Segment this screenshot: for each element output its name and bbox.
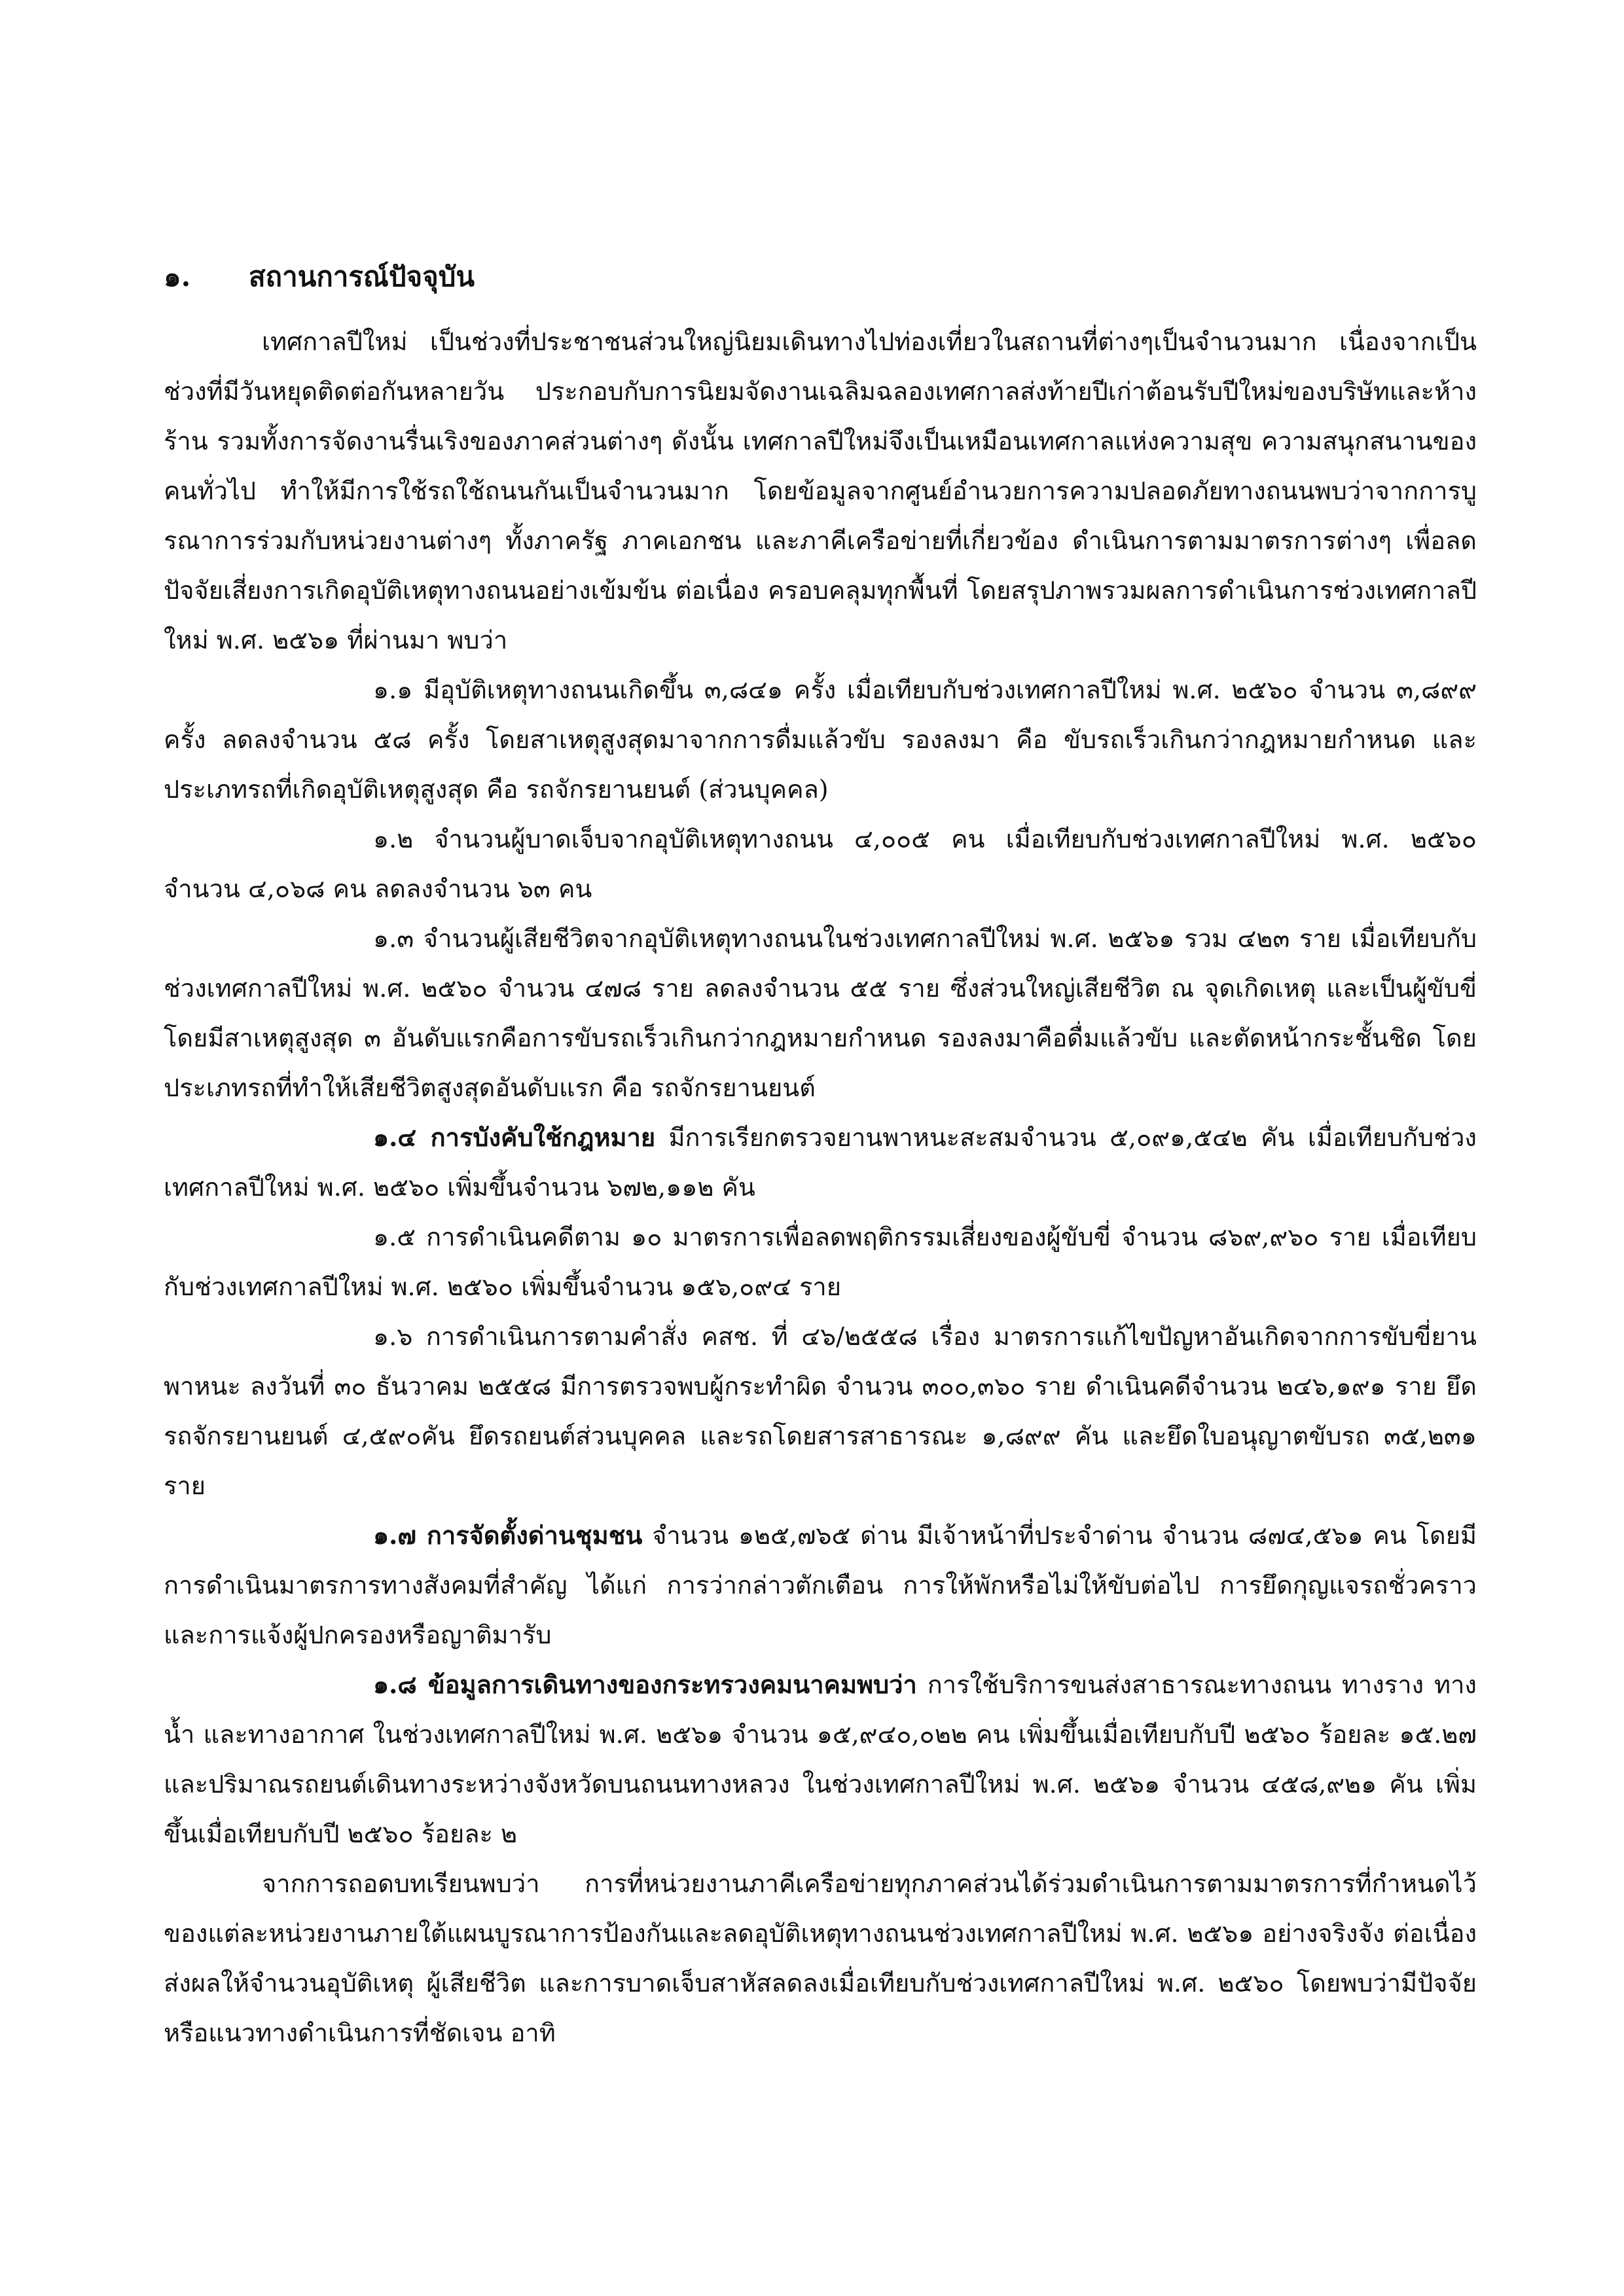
- section-number: ๑.: [164, 260, 191, 293]
- item-1-8: [164, 1660, 1477, 1859]
- section-heading: [164, 259, 1477, 296]
- item-1-5-text: ๑.๕ การดำเนินคดีตาม ๑๐ มาตรการเพื่อลดพฤติกรรมเสี่ยงของผู้ขับขี่ จำนวน ๘๖๙,๙๖๐ ราย เมื่อเทียบกับช่วงเทศกาลปีใหม่ พ.ศ. ๒๕๖๐ เพิ่มขึ้นจำนวน ๑๕๖,๐๙๔ ราย: [164, 1222, 1477, 1301]
- item-1-3: [164, 914, 1477, 1113]
- item-1-7: [164, 1511, 1477, 1660]
- item-1-2: [164, 814, 1477, 914]
- intro-paragraph: เทศกาลปีใหม่ เป็นช่วงที่ประชาชนส่วนใหญ่นิยมเดินทางไปท่องเที่ยวในสถานที่ต่างๆเป็นจำนวนมาก เนื่องจากเป็นช่วงที่มีวันหยุดติดต่อกันหลายวัน ประกอบกับการนิยมจัดงานเฉลิมฉลองเทศกาลส่งท้ายปีเก่าต้อนรับปีใหม่ของบริษัทและห้างร้าน รวมทั้งการจัดงานรื่นเริงของภาคส่วนต่างๆ ดังนั้น เทศกาลปีใหม่จึงเป็นเหมือนเทศกาลแห่งความสุข ความสนุกสนานของคนทั่วไป ทำให้มีการใช้รถใช้ถนนกันเป็นจำนวนมาก โดยข้อมูลจากศูนย์อำนวยการความปลอดภัยทางถนนพบว่าจากการบูรณาการร่วมกับหน่วยงานต่างๆ ทั้งภาครัฐ ภาคเอกชน และภาคีเครือข่ายที่เกี่ยวข้อง ดำเนินการตามมาตรการต่างๆ เพื่อลดปัจจัยเสี่ยงการเกิดอุบัติเหตุทางถนนอย่างเข้มข้น ต่อเนื่อง ครอบคลุมทุกพื้นที่ โดยสรุปภาพรวมผลการดำเนินการช่วงเทศกาลปีใหม่ พ.ศ. ๒๕๖๑ ที่ผ่านมา พบว่า: [164, 327, 1477, 655]
- item-1-3-text: ๑.๓ จำนวนผู้เสียชีวิตจากอุบัติเหตุทางถนนในช่วงเทศกาลปีใหม่ พ.ศ. ๒๕๖๑ รวม ๔๒๓ ราย เมื่อเทียบกับช่วงเทศกาลปีใหม่ พ.ศ. ๒๕๖๐ จำนวน ๔๗๘ ราย ลดลงจำนวน ๕๕ ราย ซึ่งส่วนใหญ่เสียชีวิต ณ จุดเกิดเหตุ และเป็นผู้ขับขี่ โดยมีสาเหตุสูงสุด ๓ อันดับแรกคือการขับรถเร็วเกินกว่ากฎหมายกำหนด รองลงมาคือดื่มแล้วขับ และตัดหน้ากระชั้นชิด โดยประเภทรถที่ทำให้เสียชีวิตสูงสุดอันดับแรก คือ รถจักรยานยนต์: [164, 924, 1477, 1102]
- item-1-1: [164, 665, 1477, 814]
- item-1-4-lead: ๑.๔ การบังคับใช้กฎหมาย: [373, 1122, 656, 1152]
- item-1-4: [164, 1113, 1477, 1212]
- item-1-6: [164, 1312, 1477, 1511]
- item-1-7-lead: ๑.๗ การจัดตั้งด่านชุมชน: [373, 1520, 643, 1550]
- conclusion-paragraph: จากการถอดบทเรียนพบว่า การที่หน่วยงานภาคีเครือข่ายทุกภาคส่วนได้ร่วมดำเนินการตามมาตรการที่กำหนดไว้ของแต่ละหน่วยงานภายใต้แผนบูรณาการป้องกันและลดอุบัติเหตุทางถนนช่วงเทศกาลปีใหม่ พ.ศ. ๒๕๖๑ อย่างจริงจัง ต่อเนื่อง ส่งผลให้จำนวนอุบัติเหตุ ผู้เสียชีวิต และการบาดเจ็บสาหัสลดลงเมื่อเทียบกับช่วงเทศกาลปีใหม่ พ.ศ. ๒๕๖๐ โดยพบว่ามีปัจจัยหรือแนวทางดำเนินการที่ชัดเจน อาทิ: [164, 1869, 1477, 2047]
- item-1-8-lead: ๑.๘ ข้อมูลการเดินทางของกระทรวงคมนาคมพบว่า: [373, 1669, 917, 1699]
- item-1-2-text: ๑.๒ จำนวนผู้บาดเจ็บจากอุบัติเหตุทางถนน ๔,๐๐๕ คน เมื่อเทียบกับช่วงเทศกาลปีใหม่ พ.ศ. ๒๕๖๐ จำนวน ๔,๐๖๘ คน ลดลงจำนวน ๖๓ คน: [164, 824, 1477, 903]
- section-title: สถานการณ์ปัจจุบัน: [249, 260, 475, 293]
- item-1-4-text: มีการเรียกตรวจยานพาหนะสะสมจำนวน ๕,๐๙๑,๕๔๒ คัน เมื่อเทียบกับช่วงเทศกาลปีใหม่ พ.ศ. ๒๕๖๐ เพิ่มขึ้นจำนวน ๖๗๒,๑๑๒ คัน: [164, 1122, 1477, 1202]
- item-1-6-text: ๑.๖ การดำเนินการตามคำสั่ง คสช. ที่ ๔๖/๒๕๕๘ เรื่อง มาตรการแก้ไขปัญหาอันเกิดจากการขับขี่ยานพาหนะ ลงวันที่ ๓๐ ธันวาคม ๒๕๕๘ มีการตรวจพบผู้กระทำผิด จำนวน ๓๐๐,๓๖๐ ราย ดำเนินคดีจำนวน ๒๔๖,๑๙๑ ราย ยึดรถจักรยานยนต์ ๔,๕๙๐คัน ยึดรถยนต์ส่วนบุคคล และรถโดยสารสาธารณะ ๑,๘๙๙ คัน และยึดใบอนุญาตขับรถ ๓๕,๒๓๑ ราย: [164, 1321, 1477, 1500]
- item-1-1-text: ๑.๑ มีอุบัติเหตุทางถนนเกิดขึ้น ๓,๘๔๑ ครั้ง เมื่อเทียบกับช่วงเทศกาลปีใหม่ พ.ศ. ๒๕๖๐ จำนวน ๓,๘๙๙ ครั้ง ลดลงจำนวน ๕๘ ครั้ง โดยสาเหตุสูงสุดมาจากการดื่มแล้วขับ รองลงมา คือ ขับรถเร็วเกินกว่ากฎหมายกำหนด และประเภทรถที่เกิดอุบัติเหตุสูงสุด คือ รถจักรยานยนต์ (ส่วนบุคคล): [164, 675, 1477, 804]
- item-1-5: [164, 1212, 1477, 1312]
- item-1-7-text: จำนวน ๑๒๕,๗๖๕ ด่าน มีเจ้าหน้าที่ประจำด่าน จำนวน ๘๗๔,๕๖๑ คน โดยมีการดำเนินมาตรการทางสังคมที่สำคัญ ได้แก่ การว่ากล่าวตักเตือน การให้พักหรือไม่ให้ขับต่อไป การยึดกุญแจรถชั่วคราว และการแจ้งผู้ปกครองหรือญาติมารับ: [164, 1520, 1477, 1649]
- item-1-8-text: การใช้บริการขนส่งสาธารณะทางถนน ทางราง ทางน้ำ และทางอากาศ ในช่วงเทศกาลปีใหม่ พ.ศ. ๒๕๖๑ จำนวน ๑๕,๙๔๐,๐๒๒ คน เพิ่มขึ้นเมื่อเทียบกับปี ๒๕๖๐ ร้อยละ ๑๕.๒๗ และปริมาณรถยนต์เดินทางระหว่างจังหวัดบนถนนทางหลวง ในช่วงเทศกาลปีใหม่ พ.ศ. ๒๕๖๑ จำนวน ๔๕๘,๙๒๑ คัน เพิ่มขึ้นเมื่อเทียบกับปี ๒๕๖๐ ร้อยละ ๒: [164, 1670, 1477, 1848]
